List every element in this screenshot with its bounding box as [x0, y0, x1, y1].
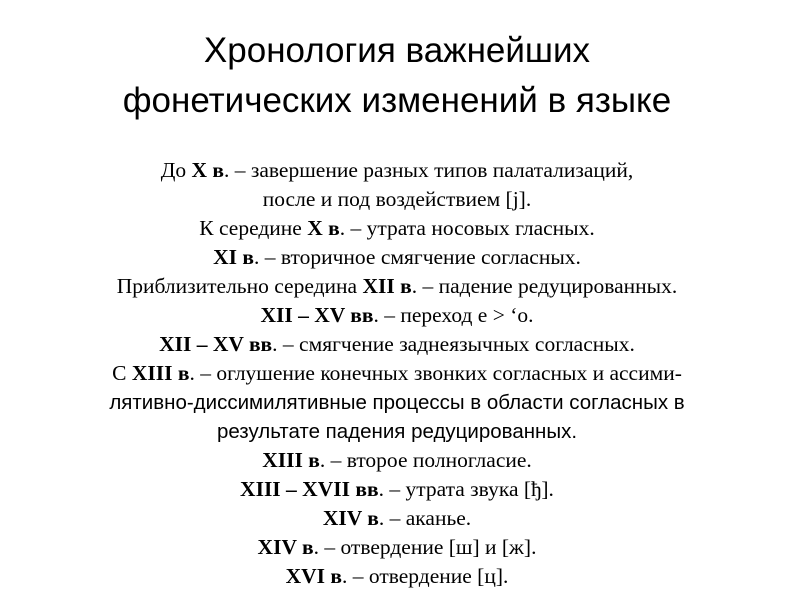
item-text: . – смягчение заднеязычных согласных.	[272, 332, 635, 356]
item-prefix: До	[160, 158, 192, 182]
item-prefix: К середине	[199, 216, 308, 240]
list-item	[0, 388, 794, 417]
item-text: . – завершение разных типов палатализаций,	[224, 158, 634, 182]
item-date: XIII – XVII вв	[240, 477, 379, 501]
item-date: XIII в	[262, 448, 320, 472]
item-text: результате падения редуцированных.	[216, 420, 578, 443]
item-text: . – переход е > ‘о.	[373, 303, 534, 327]
list-item	[0, 562, 794, 591]
item-date: XIV в	[322, 506, 379, 530]
item-text: . – второе полногласие.	[319, 448, 532, 472]
item-date: XIV в	[257, 535, 314, 559]
list-item	[0, 243, 794, 272]
item-text: . – оглушение конечных звонких согласных и ассими-	[189, 361, 682, 385]
list-item	[0, 359, 794, 388]
item-date: XII – XV вв	[260, 303, 374, 327]
item-text: после и под воздействием [j].	[262, 187, 532, 211]
list-item	[0, 533, 794, 562]
list-item	[0, 272, 794, 301]
item-text: . – отвердение [ц].	[342, 564, 509, 588]
list-item	[0, 504, 794, 533]
item-date: XIII в	[131, 361, 190, 385]
title-line-1: Хронология важнейших	[203, 31, 591, 70]
item-text: . – отвердение [ш] и [ж].	[313, 535, 537, 559]
item-prefix: Приблизительно середина	[116, 274, 363, 298]
list-item	[0, 475, 794, 504]
slide-title	[0, 26, 794, 126]
item-date: XII в	[362, 274, 412, 298]
list-item	[0, 301, 794, 330]
item-prefix: С	[112, 361, 132, 385]
item-text: . – аканье.	[378, 506, 472, 530]
list-item	[0, 185, 794, 214]
item-text: . – утрата носовых гласных.	[339, 216, 595, 240]
item-text: лятивно-диссимилятивные процессы в области согласных в	[109, 391, 685, 414]
title-line-2: фонетических изменений в языке	[122, 81, 672, 120]
list-item	[0, 330, 794, 359]
item-text: . – утрата звука [ђ].	[378, 477, 554, 501]
item-text: . – вторичное смягчение согласных.	[253, 245, 581, 269]
list-item	[0, 214, 794, 243]
item-date: X в	[307, 216, 340, 240]
item-date: XII – XV вв	[159, 332, 273, 356]
item-text: . – падение редуцированных.	[411, 274, 678, 298]
list-item	[0, 417, 794, 446]
item-date: X в	[191, 158, 224, 182]
list-item	[0, 156, 794, 185]
item-date: XI в	[213, 245, 254, 269]
item-date: XVI в	[285, 564, 342, 588]
list-item	[0, 446, 794, 475]
